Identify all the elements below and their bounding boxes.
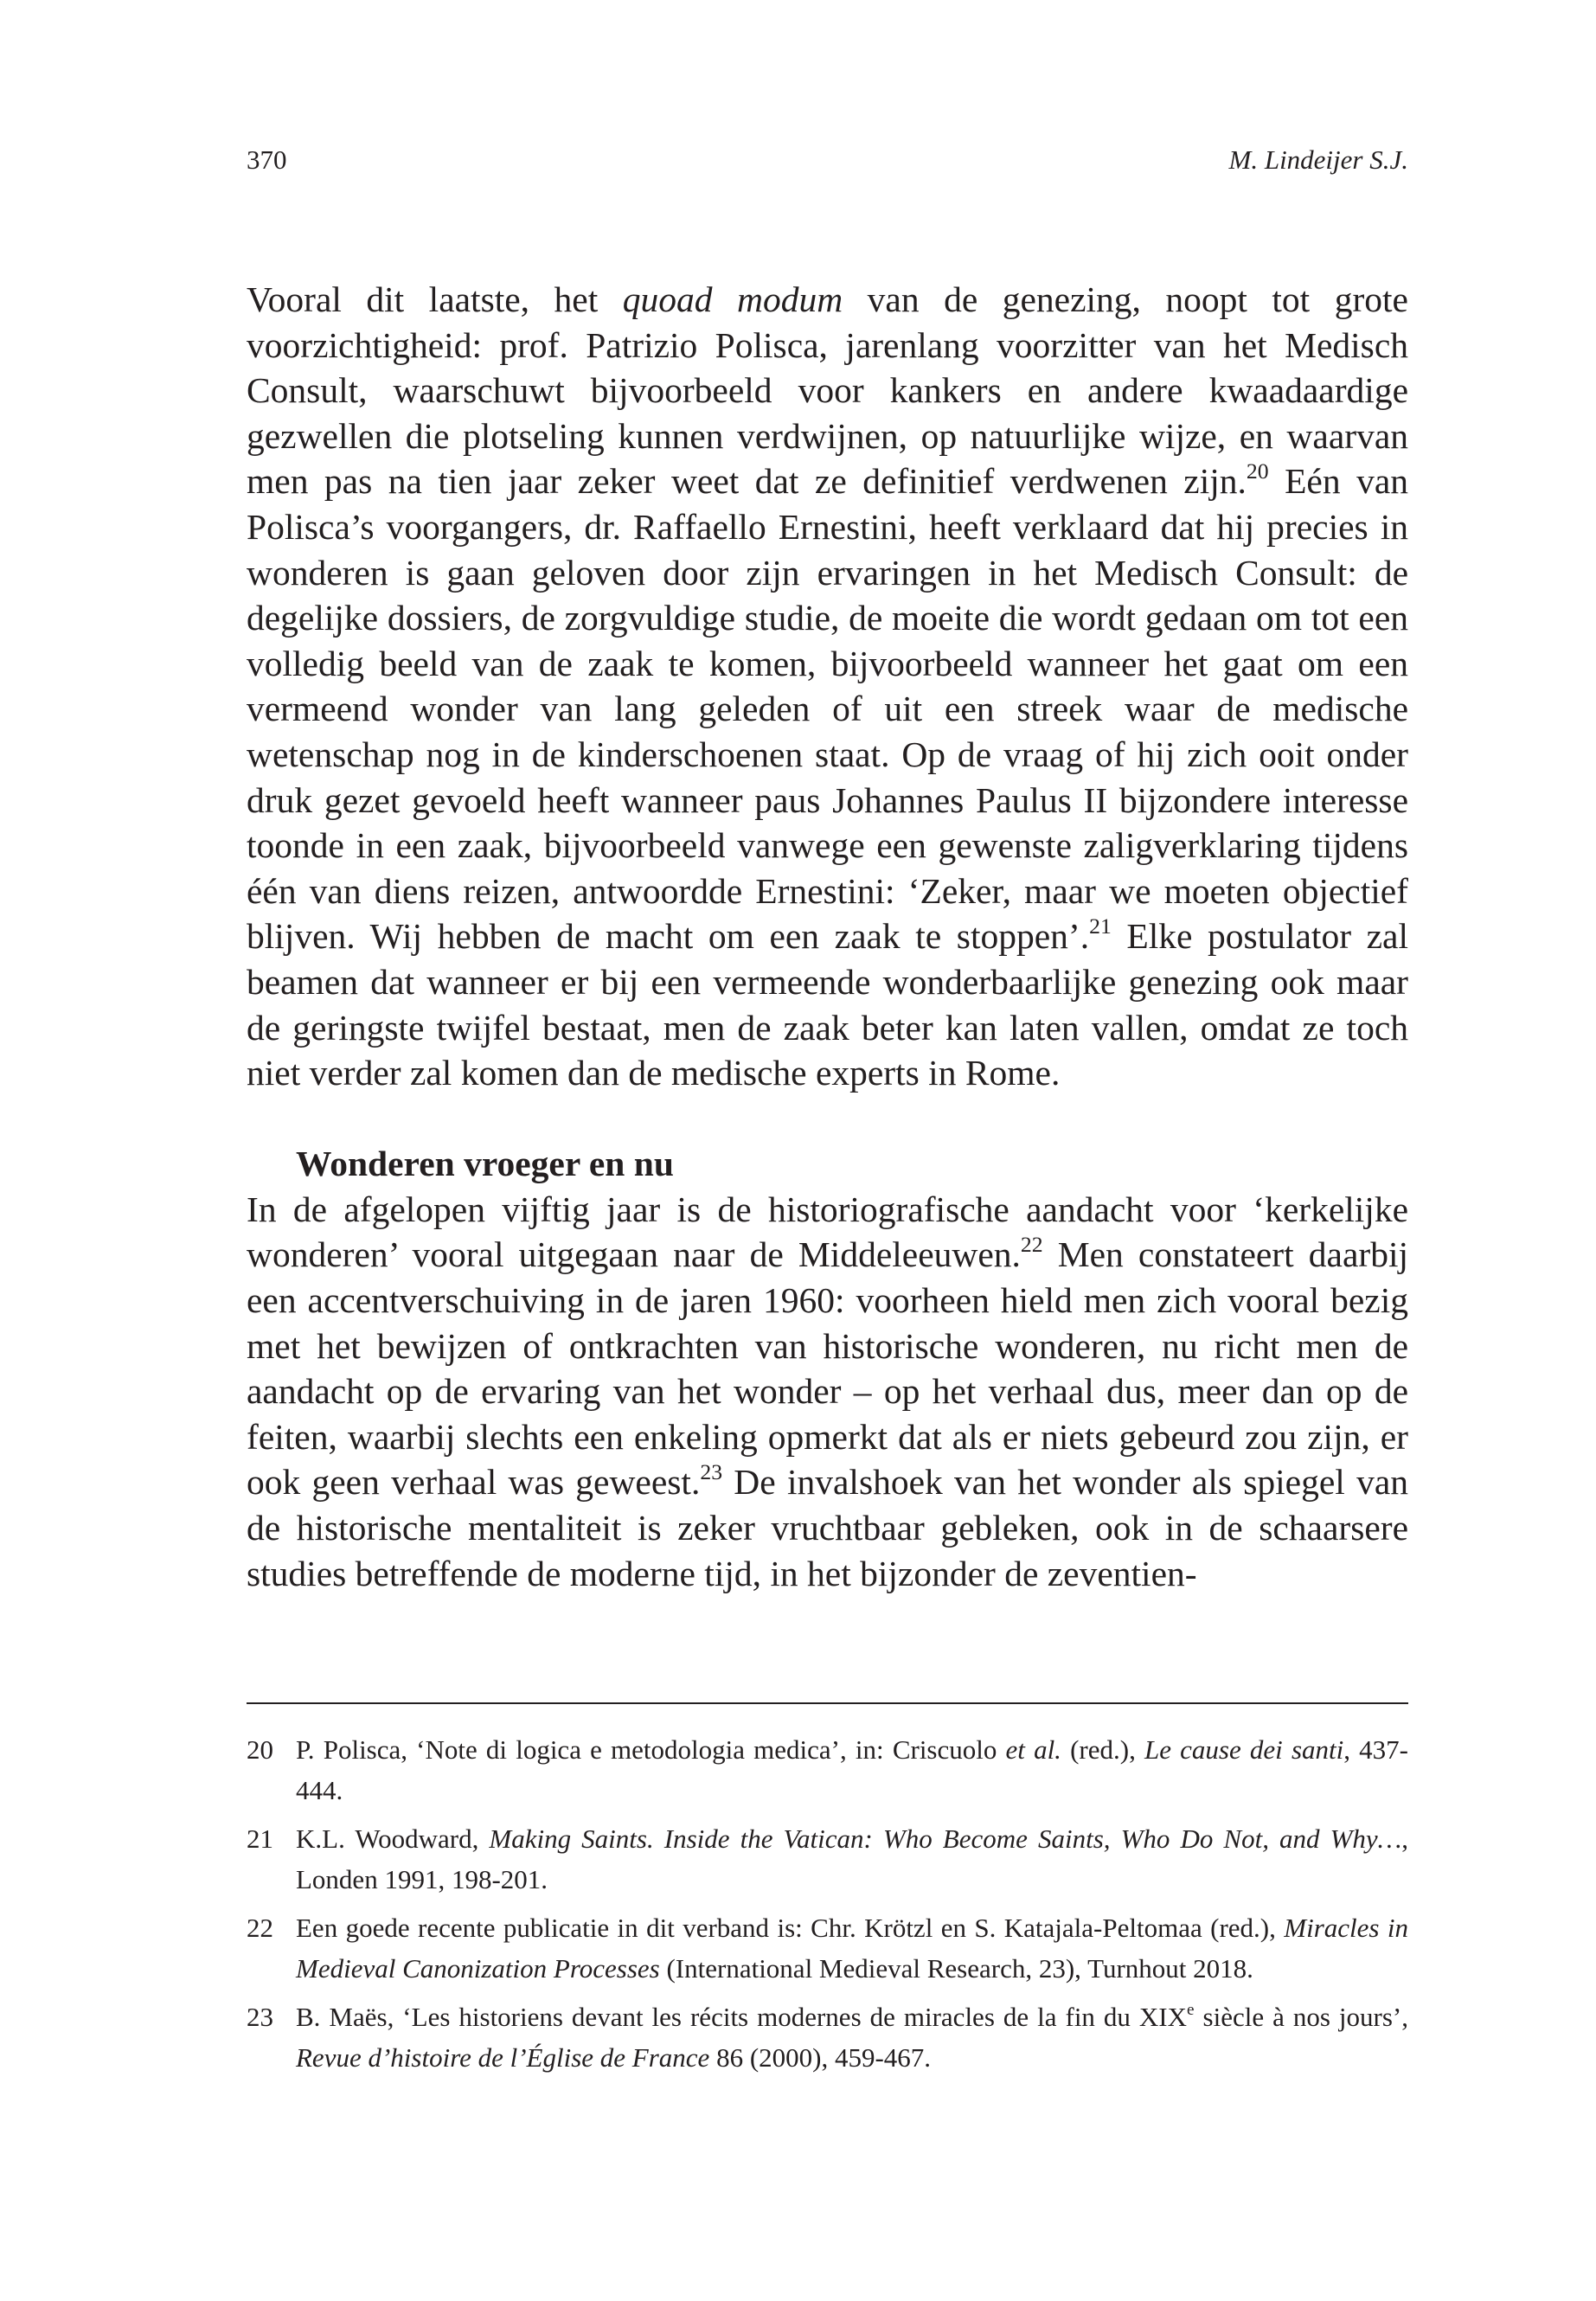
footnote-ref-23[interactable]: 23 <box>700 1459 723 1485</box>
footnote-text-part: B. Maës, ‘Les historiens devant les récits modernes de miracles de la fin du XIX <box>296 2002 1188 2032</box>
footnote-text <box>296 1908 1408 1989</box>
italic-phrase: quoad modum <box>622 279 843 319</box>
footnote-number: 20 <box>247 1734 273 1765</box>
main-text <box>247 277 1408 1596</box>
footnote-text <box>296 1997 1408 2078</box>
footnote-ref-21[interactable]: 21 <box>1089 913 1112 939</box>
paragraph-2-text: De invalshoek van het wonder als spiegel van de historische mentaliteit is zeker vruchtbaar gebleken, ook in de schaarsere studies betreffende de moderne tijd, in het bijzonder de zeventien- <box>247 1462 1408 1593</box>
running-head-author: M. Lindeijer S.J. <box>1228 144 1408 175</box>
footnote-number: 23 <box>247 2002 273 2032</box>
paragraph-1-text: Elke postulator zal beamen dat wanneer er bij een vermeende wonderbaarlijke genezing ook maar de geringste twijfel bestaat, men de zaak beter kan laten vallen, omdat ze toch niet verder zal komen dan de medische experts in Rome. <box>247 916 1408 1093</box>
superscript-e: e <box>1187 2000 1195 2019</box>
footnote-title: Miracles in Medieval Canonization Processes <box>296 1913 1408 1984</box>
footnote-divider <box>247 1702 1408 1704</box>
paragraph-2 <box>247 1187 1408 1596</box>
paragraph-2-text: Men constateert daarbij een accentverschuiving in de jaren 1960: voorheen hield men zich vooral bezig met het bewijzen of ontkrachten van historische wonderen, nu richt men de aandacht op de ervaring van het wonder – op het verhaal dus, meer dan op de feiten, waarbij slechts een enkeling opmerkt dat als er niets gebeurd zou zijn, er ook geen verhaal was geweest. <box>247 1234 1409 1503</box>
paragraph-1-text: van de genezing, noopt tot grote voorzichtigheid: prof. Patrizio Polisca, jarenlang voorzitter van het Medisch Consult, waarschuwt bijvoorbeeld voor kankers en andere kwaadaardige gezwellen die plotseling kunnen verdwijnen, op natuurlijke wijze, en waarvan men pas na tien jaar zeker weet dat ze definitief verdwenen zijn. <box>247 279 1408 502</box>
paragraph-1-text: Vooral dit laatste, het <box>247 279 623 319</box>
footnote-title: Making Saints. Inside the Vatican: Who Become Saints, Who Do Not, and Why… <box>489 1823 1402 1854</box>
footnote-text-part: siècle à nos jours’, <box>1194 2002 1408 2032</box>
footnote-number: 22 <box>247 1913 273 1943</box>
page-number: 370 <box>247 144 287 175</box>
footnote-ref-22[interactable]: 22 <box>1020 1232 1043 1258</box>
footnote-title: Le cause dei santi <box>1144 1734 1344 1765</box>
paragraph-2-text: In de afgelopen vijftig jaar is de historiografische aandacht voor ‘kerkelijke wonderen’ vooral uitgegaan naar de Middeleeuwen. <box>247 1189 1408 1275</box>
footnote-text-part: , Londen 1991, 198-201. <box>296 1823 1408 1894</box>
footnote-23 <box>247 1997 1408 2078</box>
footnote-text-part: (red.), <box>1061 1734 1144 1765</box>
section-heading: Wonderen vroeger en nu <box>296 1144 674 1184</box>
paragraph-1 <box>247 277 1408 1096</box>
footnote-text-part: (International Medieval Research, 23), Turnhout 2018. <box>659 1952 1253 1984</box>
footnote-21 <box>247 1819 1408 1900</box>
footnote-20 <box>247 1730 1408 1811</box>
footnote-text <box>296 1730 1408 1811</box>
footnote-text <box>296 1819 1408 1900</box>
paragraph-1-text: Eén van Polisca’s voorgangers, dr. Raffaello Ernestini, heeft verklaard dat hij precies in wonderen is gaan geloven door zijn ervaringen in het Medisch Consult: de degelijke dossiers, de zorgvuldige studie, de moeite die wordt gedaan om tot een volledig beeld van de zaak te komen, bijvoorbeeld wanneer het gaat om een vermeend wonder van lang geleden of uit een streek waar de medische wetenschap nog in de kinderschoenen staat. Op de vraag of hij zich ooit onder druk gezet gevoeld heeft wanneer paus Johannes Paulus II bijzondere interesse toonde in een zaak, bijvoorbeeld vanwege een gewenste zaligverklaring tijdens één van diens reizen, antwoordde Ernestini: ‘Zeker, maar we moeten objectief blijven. Wij hebben de macht om een zaak te stoppen’. <box>247 461 1408 957</box>
footnote-22 <box>247 1908 1408 1989</box>
footnote-text-part: 86 (2000), 459-467. <box>709 2041 932 2073</box>
footnotes <box>247 1730 1408 2086</box>
footnote-text-part: K.L. Woodward, <box>296 1823 490 1854</box>
footnote-title: Revue d’histoire de l’Église de France <box>296 2041 710 2073</box>
footnote-italic: et al. <box>1005 1734 1061 1765</box>
footnote-ref-20[interactable]: 20 <box>1246 458 1269 484</box>
running-head <box>247 138 1408 182</box>
footnote-text-part: Een goede recente publicatie in dit verband is: Chr. Krötzl en S. Katajala-Peltomaa (red.), <box>296 1913 1285 1943</box>
footnote-number: 21 <box>247 1823 273 1854</box>
footnote-text-part: , 437-444. <box>296 1734 1408 1805</box>
footnote-text-part: P. Polisca, ‘Note di logica e metodologia medica’, in: Criscuolo <box>296 1734 1006 1765</box>
